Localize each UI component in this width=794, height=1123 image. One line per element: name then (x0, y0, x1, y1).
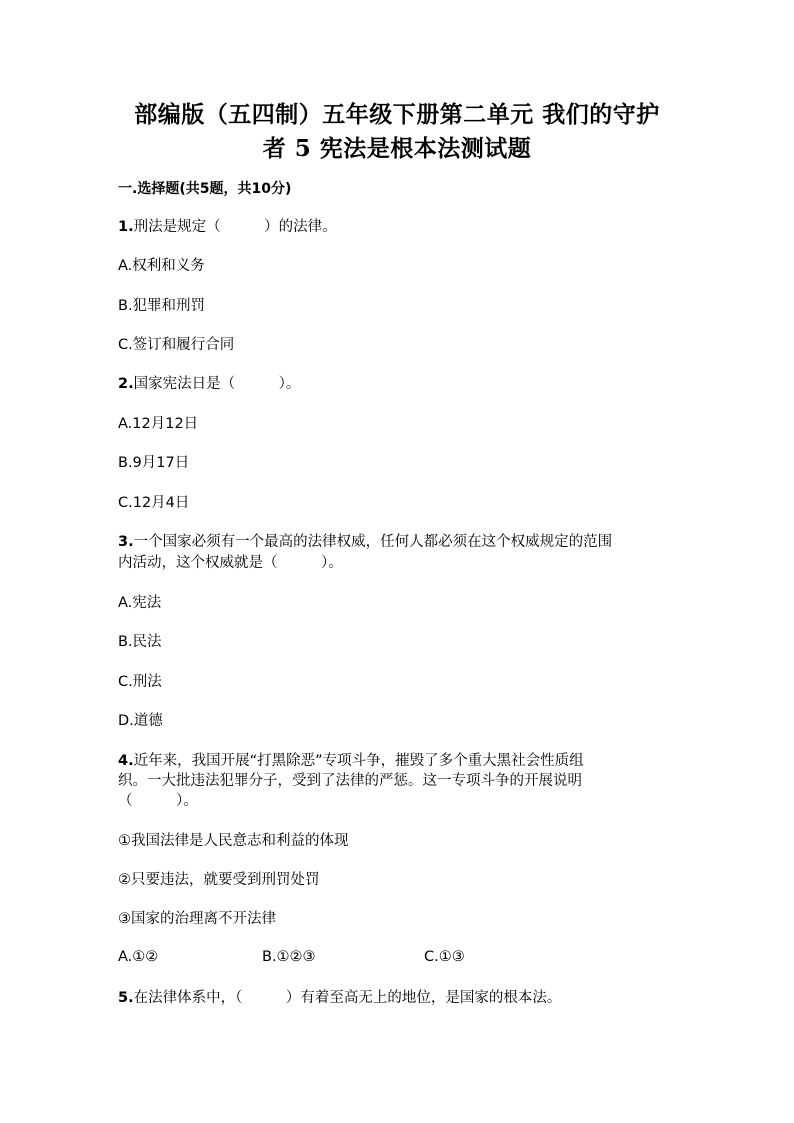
question-4-text-line-2: 织。一大批违法犯罪分子，受到了法律的严惩。这一专项斗争的开展说明 (118, 773, 582, 789)
section-heading: 一.选择题(共5题，共10分) (118, 181, 292, 197)
question-text: 国家宪法日是（ ）。 (133, 376, 301, 392)
q4-statement-1: ①我国法律是人民意志和利益的体现 (118, 833, 349, 849)
question-2 (118, 374, 300, 394)
q2-option-b: B.9月17日 (118, 455, 190, 471)
question-4 (118, 751, 584, 771)
question-4-text-line-3: （ ）。 (118, 793, 198, 809)
question-number: 4. (118, 753, 134, 769)
q4-statement-2: ②只要违法，就要受到刑罚处罚 (118, 872, 320, 888)
question-number: 1. (118, 219, 134, 235)
question-5 (118, 988, 561, 1008)
q1-option-c: C.签订和履行合同 (118, 337, 235, 353)
q2-option-a: A.12月12日 (118, 416, 199, 432)
q4-option-a: A.①② (118, 949, 159, 965)
question-text: 刑法是规定（ ）的法律。 (133, 219, 337, 235)
question-number: 5. (118, 990, 134, 1006)
question-text: 在法律体系中，（ ）有着至高无上的地位，是国家的根本法。 (133, 990, 562, 1006)
q1-option-b: B.犯罪和刑罚 (118, 298, 206, 314)
q3-option-d: D.道德 (118, 713, 163, 729)
q3-option-c: C.刑法 (118, 674, 162, 690)
page-title-line-1: 部编版（五四制）五年级下册第二单元 我们的守护 (134, 101, 660, 128)
q3-option-b: B.民法 (118, 634, 162, 650)
question-3 (118, 532, 612, 552)
q2-option-c: C.12月4日 (118, 495, 190, 511)
question-number: 2. (118, 376, 134, 392)
question-text-line-1: 一个国家必须有一个最高的法律权威，任何人都必须在这个权威规定的范围 (133, 534, 613, 550)
question-text-line-1: 近年来，我国开展“打黑除恶”专项斗争，摧毁了多个重大黑社会性质组 (133, 753, 584, 769)
q4-option-c: C.①③ (424, 949, 465, 965)
q1-option-a: A.权利和义务 (118, 258, 205, 274)
q4-option-b: B.①②③ (262, 949, 316, 965)
page-title-line-2: 者 5 宪法是根本法测试题 (262, 135, 532, 162)
question-3-text-line-2: 内活动，这个权威就是（ ）。 (118, 555, 343, 571)
q3-option-a: A.宪法 (118, 595, 162, 611)
question-number: 3. (118, 534, 134, 550)
q4-statement-3: ③国家的治理离不开法律 (118, 911, 276, 927)
question-1 (118, 217, 337, 237)
